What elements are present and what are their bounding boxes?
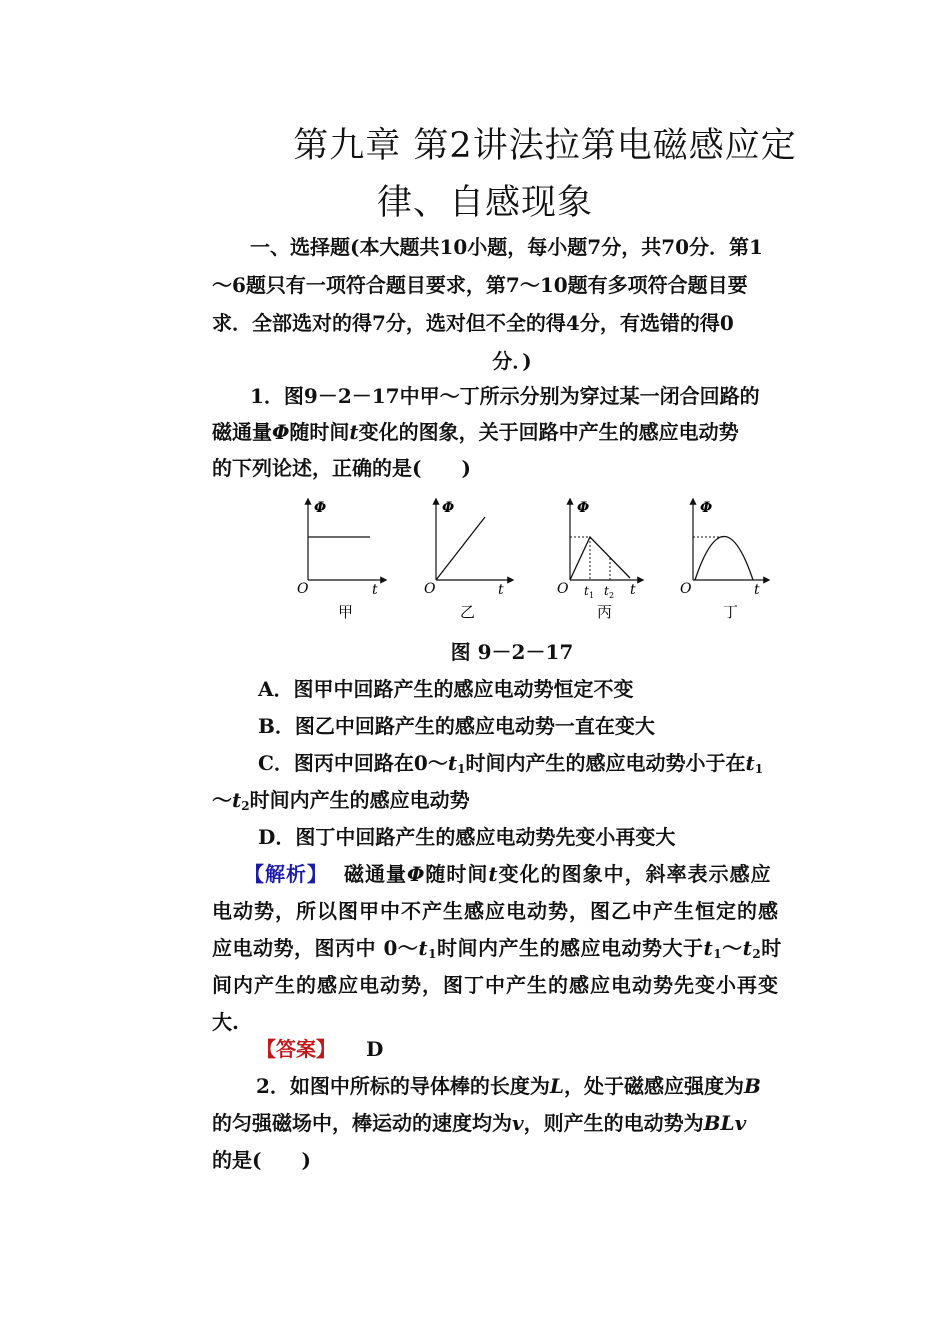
analysis-line1: 【解析】 磁通量Φ随时间t变化的图象中，斜率表示感应 [244, 862, 772, 886]
question1-line1: 1．图9－2－17中甲～丁所示分别为穿过某一闭合回路的 [250, 384, 760, 408]
chapter-title-line2: 律、自感现象 [376, 183, 593, 223]
graph-ding-y-label: Φ [700, 500, 713, 516]
graph-bing-t2-sub: 2 [609, 591, 615, 600]
analysis-line3: 应电动势，图丙中 $0\sim t_1$时间内产生的感应电动势大于$t_1\sim t_2$时 [212, 936, 782, 961]
question1-line2: 磁通量Φ随时间t变化的图象，关于回路中产生的感应电动势 [212, 420, 739, 444]
section-intro-line1: 一、选择题(本大题共10小题，每小题7分，共70分．第1 [250, 235, 763, 259]
option-c-line1: C．图丙中回路在$0\sim t_1$时间内产生的感应电动势小于在$t_1$ [258, 751, 764, 776]
question2-line1: 2．如图中所标的导体棒的长度为L，处于磁感应强度为B [256, 1074, 761, 1098]
graph-bing-t2: t [604, 584, 609, 598]
graph-jia-y-label: Φ [314, 500, 327, 516]
graph-ding-origin: O [680, 581, 692, 597]
graph-jia-label: 甲 [338, 603, 354, 621]
section-intro-line3: 求．全部选对的得7分，选对但不全的得4分，有选错的得0 [212, 311, 734, 335]
figure-caption: 图 9－2－17 [450, 640, 574, 664]
question2-line3: 的是( ) [212, 1148, 311, 1172]
graph-yi-x-label: t [498, 582, 504, 598]
graph-bing-label: 丙 [597, 603, 613, 621]
graph-ding-label: 丁 [723, 603, 739, 621]
graph-ding [680, 500, 768, 621]
graph-ding-x-label: t [754, 582, 760, 598]
section-intro-line4: 分．) [492, 349, 532, 373]
answer-line [256, 1030, 856, 1068]
graph-bing-x-label: t [630, 582, 636, 598]
graph-bing-t1-sub: 1 [589, 591, 595, 600]
graph-yi-y-label: Φ [442, 500, 455, 516]
graph-jia-x-label: t [372, 582, 378, 598]
graph-bing-t1: t [584, 584, 589, 598]
option-b: B．图乙中回路产生的感应电动势一直在变大 [258, 714, 655, 738]
option-d: D．图丁中回路产生的感应电动势先变小再变大 [258, 825, 676, 849]
chapter-title-line1: 第九章 第2讲法拉第电磁感应定 [293, 126, 797, 166]
answer-tag: 【答案】 [256, 1037, 336, 1061]
answer-value: D [366, 1037, 384, 1061]
question1-line3: 的下列论述，正确的是( ) [212, 456, 471, 480]
graph-bing-y-label: Φ [577, 500, 590, 516]
figure-9-2-17 [290, 490, 790, 630]
graph-jia-origin: O [297, 581, 309, 597]
graph-yi-label: 乙 [460, 603, 476, 621]
analysis-line2: 电动势，所以图甲中不产生感应电动势，图乙中产生恒定的感 [212, 899, 779, 923]
graph-yi-origin: O [424, 581, 436, 597]
option-c-line2: $\sim t_2$时间内产生的感应电动势 [212, 788, 470, 813]
graph-bing-origin: O [557, 581, 569, 597]
graph-jia [297, 500, 385, 621]
analysis-line4: 间内产生的感应电动势，图丁中产生的感应电动势先变小再变 [212, 973, 779, 997]
analysis-tag: 【解析】 [244, 862, 328, 886]
graph-yi [424, 500, 512, 621]
graph-bing [557, 500, 642, 621]
question2-line2: 的匀强磁场中，棒运动的速度均为v，则产生的电动势为BLv [212, 1111, 747, 1135]
section-intro-line2: ～6题只有一项符合题目要求，第7～10题有多项符合题目要 [212, 273, 748, 297]
analysis-line5: 大. [212, 1010, 239, 1034]
option-a: A．图甲中回路产生的感应电动势恒定不变 [258, 677, 634, 701]
